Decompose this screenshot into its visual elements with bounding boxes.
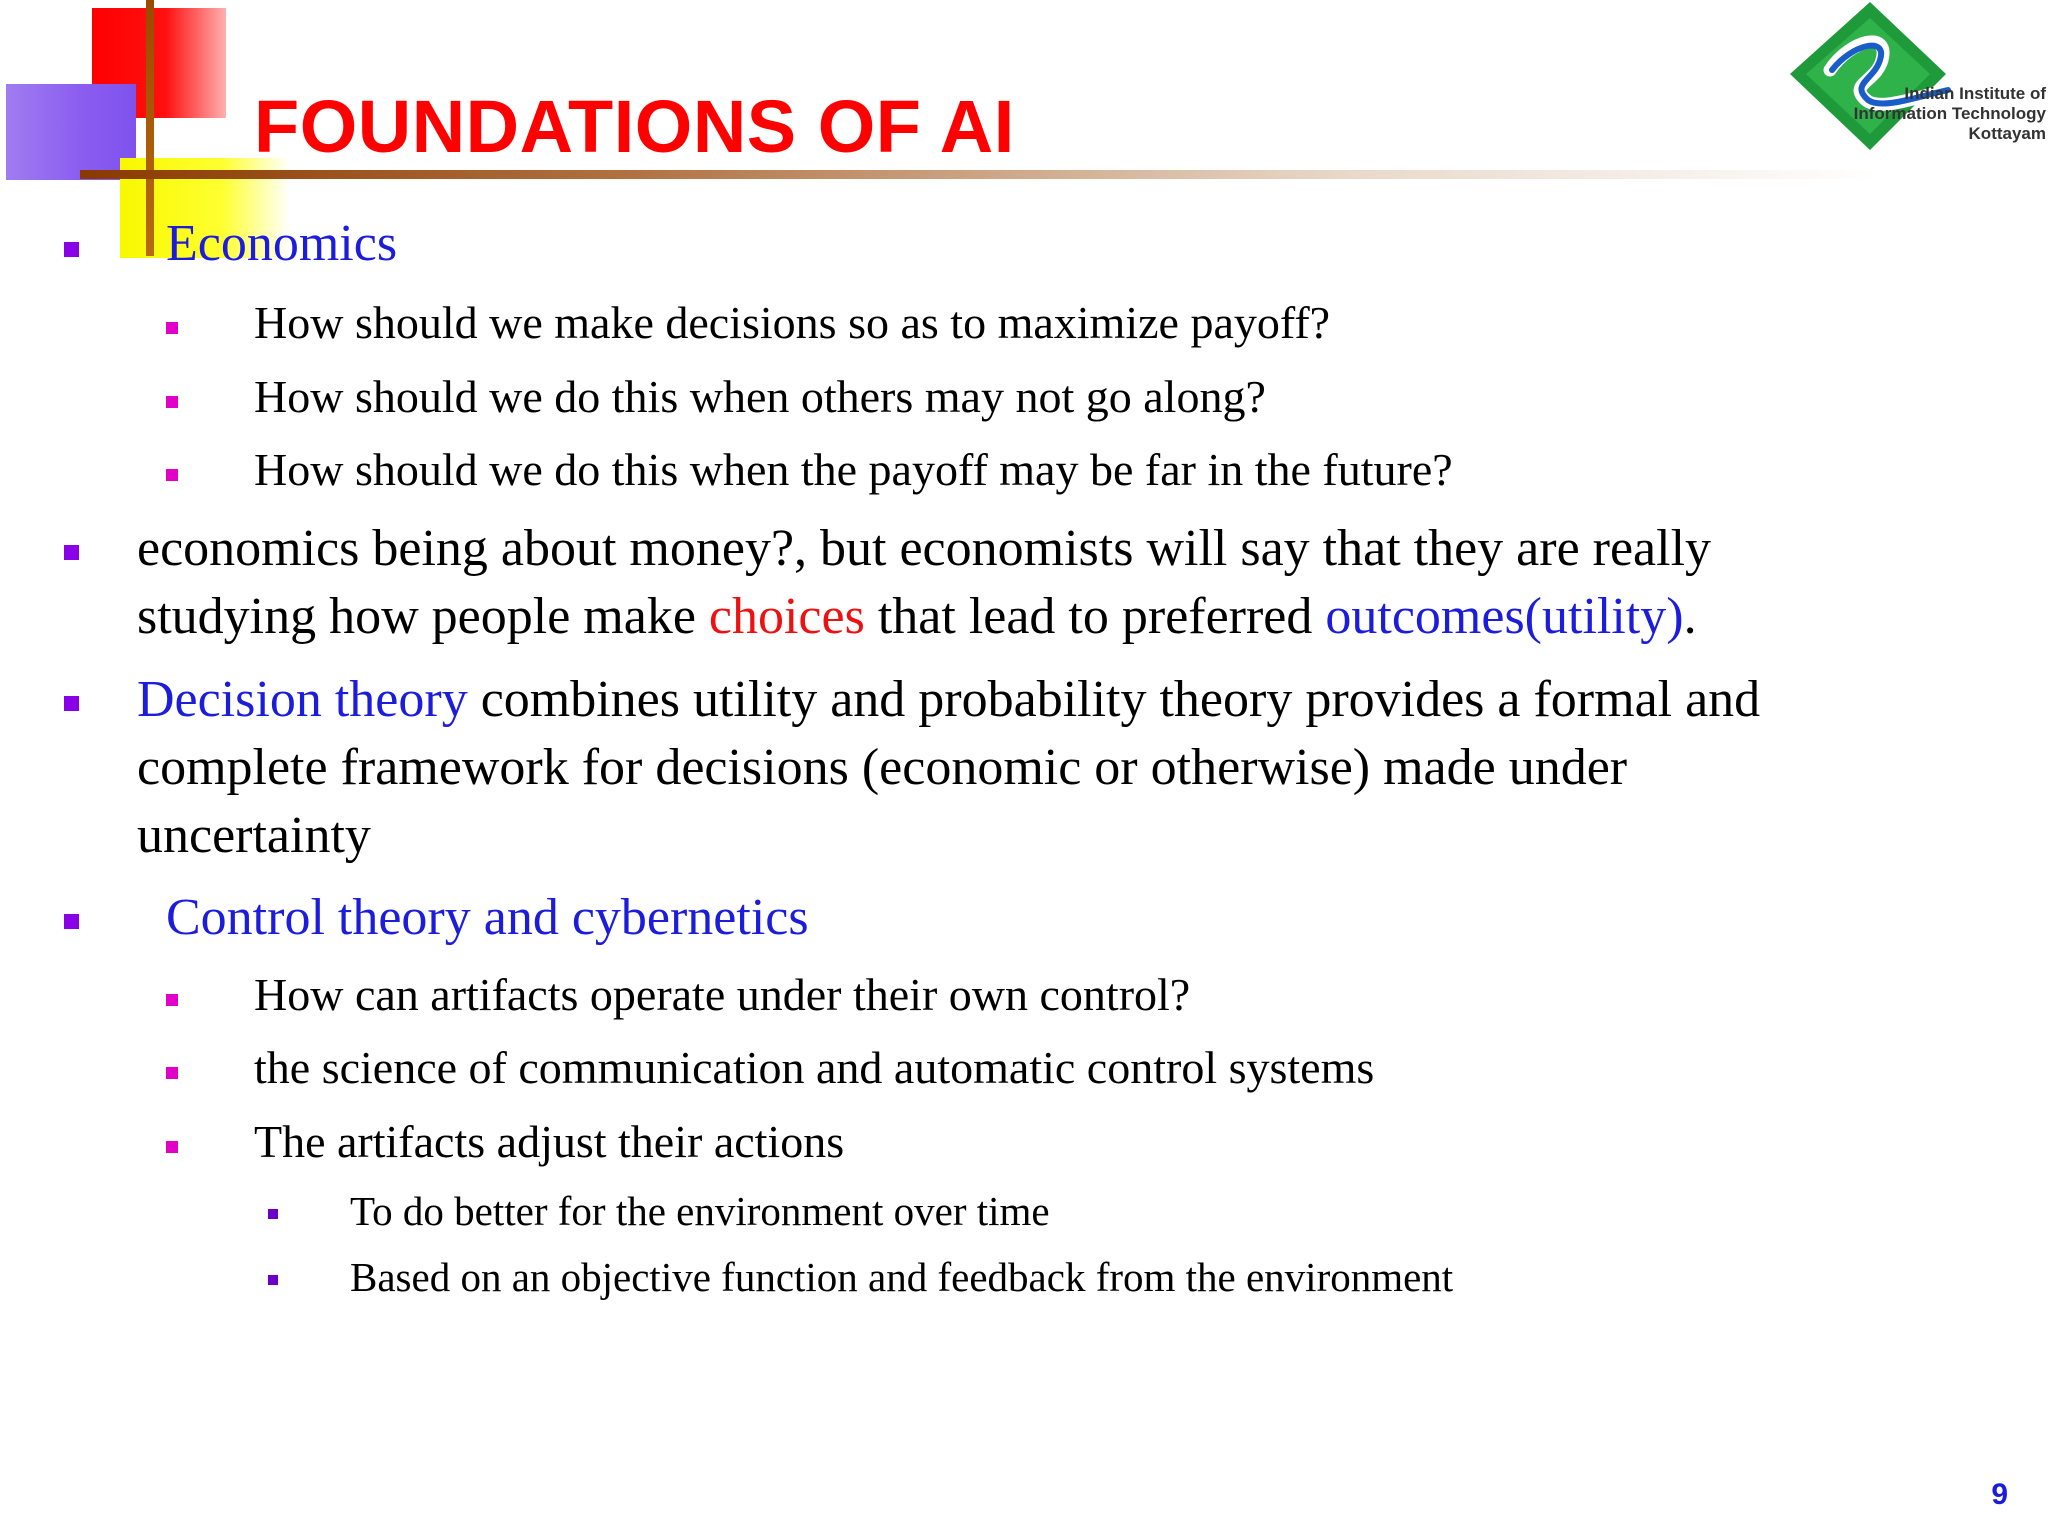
slide-title: FOUNDATIONS OF AI [254, 85, 1015, 168]
institute-logo [1770, 0, 2048, 160]
choices-highlight: choices [708, 588, 865, 645]
logo-line-3: Kottayam [1968, 124, 2046, 143]
money-line-2-b: that lead to preferred [864, 588, 1326, 645]
sub-sub-bullet-icon [268, 1275, 278, 1285]
outcomes-highlight: outcomes(utility) [1325, 588, 1684, 645]
decor-purple-square [6, 84, 136, 180]
money-point-text [137, 515, 1711, 651]
control-item-text: The artifacts adjust their actions [254, 1116, 845, 1167]
decision-line-3: uncertainty [137, 807, 371, 864]
sub-bullet-icon [166, 994, 178, 1006]
control-subitem-text: Based on an objective function and feedback from the environment [350, 1254, 1454, 1300]
decision-theory-text [137, 666, 1760, 870]
sub-bullet-icon [166, 396, 178, 408]
question-text: How should we do this when others may not go along? [254, 371, 1266, 422]
question-text: How should we do this when the payoff may be far in the future? [254, 444, 1453, 495]
logo-line-1: Indian Institute of [1904, 84, 2046, 103]
decision-theory-term: Decision theory [137, 671, 468, 728]
control-theory-heading: Control theory and cybernetics [166, 889, 809, 946]
sub-bullet-icon [166, 322, 178, 334]
economics-question-3 [166, 443, 1453, 497]
logo-text [1854, 84, 2046, 144]
money-line-2 [137, 583, 1711, 651]
bullet-economics [64, 214, 397, 274]
economics-question-1 [166, 296, 1330, 350]
decision-line-1-rest: combines utility and probability theory provides a formal and [467, 671, 1761, 728]
bullet-square-icon [64, 914, 79, 929]
bullet-square-icon [64, 545, 79, 560]
economics-heading: Economics [166, 215, 398, 272]
control-item-1 [166, 968, 1190, 1022]
bullet-square-icon [64, 242, 79, 257]
sub-bullet-icon [166, 1067, 178, 1079]
bullet-money-point [64, 515, 1711, 651]
sub-sub-bullet-icon [268, 1209, 278, 1219]
sub-bullet-icon [166, 1141, 178, 1153]
control-subitem-text: To do better for the environment over time [350, 1188, 1050, 1234]
decision-line-1 [137, 666, 1760, 734]
control-item-2 [166, 1041, 1374, 1095]
bullet-decision-theory [64, 666, 1760, 870]
control-item-3 [166, 1115, 844, 1169]
decor-horizontal-line [80, 170, 1880, 179]
control-item-text: How can artifacts operate under their own control? [254, 969, 1191, 1020]
control-subitem-1 [268, 1187, 1050, 1235]
logo-line-2: Information Technology [1853, 104, 2046, 123]
page-number: 9 [1991, 1478, 2008, 1511]
sub-bullet-icon [166, 469, 178, 481]
money-line-2-a: studying how people make [137, 588, 709, 645]
control-item-text: the science of communication and automatic control systems [254, 1042, 1375, 1093]
bullet-square-icon [64, 696, 79, 711]
bullet-control-theory [64, 884, 809, 952]
money-line-1: economics being about money?, but economists will say that they are really [137, 520, 1712, 577]
money-line-2-c: . [1683, 588, 1697, 645]
question-text: How should we make decisions so as to maximize payoff? [254, 297, 1331, 348]
control-subitem-2 [268, 1253, 1453, 1301]
decision-line-2: complete framework for decisions (economic or otherwise) made under [137, 739, 1628, 796]
economics-question-2 [166, 370, 1266, 424]
